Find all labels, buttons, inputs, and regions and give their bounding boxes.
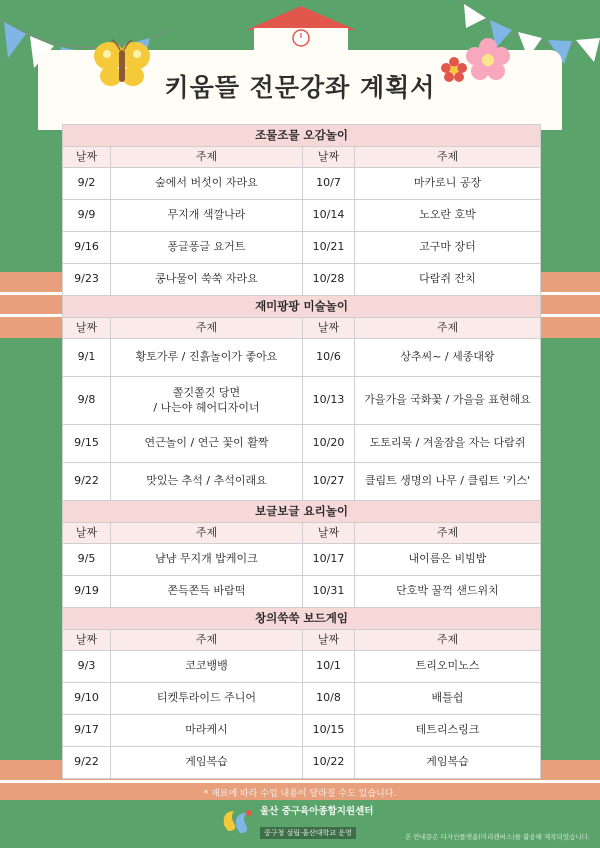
table-row [63, 683, 541, 715]
column-header-topic: 주제 [111, 630, 303, 651]
topic-cell: 테트리스링크 [355, 715, 541, 747]
topic-cell: 가을가을 국화꽃 / 가을을 표현해요 [355, 377, 541, 425]
date-cell: 10/7 [303, 168, 355, 200]
topic-cell: 티켓투라이드 주니어 [111, 683, 303, 715]
date-cell: 10/31 [303, 576, 355, 608]
table-row [63, 544, 541, 576]
date-cell: 10/20 [303, 425, 355, 463]
topic-cell: 마라케시 [111, 715, 303, 747]
column-header-topic: 주제 [111, 318, 303, 339]
column-header-row [63, 523, 541, 544]
section-title-row [63, 125, 541, 147]
date-cell: 9/17 [63, 715, 111, 747]
date-cell: 10/1 [303, 651, 355, 683]
section-title-row [63, 501, 541, 523]
date-cell: 10/6 [303, 339, 355, 377]
table-row [63, 264, 541, 296]
table-row [63, 576, 541, 608]
table-row [63, 200, 541, 232]
topic-cell: 배틀쉽 [355, 683, 541, 715]
topic-cell: 고구마 장터 [355, 232, 541, 264]
date-cell: 10/22 [303, 747, 355, 779]
topic-cell: 냠냠 무지개 밥케이크 [111, 544, 303, 576]
house-icon [246, 6, 356, 56]
date-cell: 9/5 [63, 544, 111, 576]
topic-cell: 노오란 호박 [355, 200, 541, 232]
column-header-date: 날짜 [63, 523, 111, 544]
schedule-grid [62, 124, 541, 779]
date-cell: 9/16 [63, 232, 111, 264]
date-cell: 10/13 [303, 377, 355, 425]
date-cell: 9/23 [63, 264, 111, 296]
topic-cell: 쫀득쫀득 바람떡 [111, 576, 303, 608]
table-row [63, 232, 541, 264]
column-header-row [63, 630, 541, 651]
topic-cell: 게임복습 [355, 747, 541, 779]
schedule-table [62, 124, 540, 779]
topic-cell: 마카로니 공장 [355, 168, 541, 200]
section-title: 조물조물 오감놀이 [63, 125, 541, 147]
date-cell: 10/17 [303, 544, 355, 576]
topic-cell: 클림트 생명의 나무 / 클림트 '키스' [355, 463, 541, 501]
date-cell: 10/8 [303, 683, 355, 715]
table-row [63, 339, 541, 377]
topic-cell: 퐁글퐁글 요거트 [111, 232, 303, 264]
center-operator: 중구청 설립·울산대학교 운영 [260, 827, 356, 839]
date-cell: 9/10 [63, 683, 111, 715]
column-header-topic: 주제 [355, 523, 541, 544]
topic-cell: 게임복습 [111, 747, 303, 779]
table-row [63, 651, 541, 683]
table-row [63, 168, 541, 200]
column-header-date: 날짜 [303, 523, 355, 544]
date-cell: 9/9 [63, 200, 111, 232]
topic-cell: 쫄깃쫄깃 당면 / 나는야 헤어디자이너 [111, 377, 303, 425]
table-row [63, 425, 541, 463]
column-header-topic: 주제 [111, 523, 303, 544]
column-header-topic: 주제 [355, 147, 541, 168]
design-credit: 본 안내문은 디자인플랫폼(미리캔버스)를 활용해 제작되었습니다. [405, 833, 590, 841]
topic-cell: 연근놀이 / 연근 꽃이 활짝 [111, 425, 303, 463]
topic-cell: 콩나물이 쑥쑥 자라요 [111, 264, 303, 296]
date-cell: 10/21 [303, 232, 355, 264]
date-cell: 9/8 [63, 377, 111, 425]
center-logo-icon [220, 805, 254, 835]
center-name: 울산 중구육아종합지원센터 [260, 806, 374, 817]
section-title: 보글보글 요리놀이 [63, 501, 541, 523]
topic-cell: 단호박 꿀꺽 샌드위치 [355, 576, 541, 608]
column-header-topic: 주제 [355, 318, 541, 339]
date-cell: 9/19 [63, 576, 111, 608]
topic-cell: 상추씨~ / 세종대왕 [355, 339, 541, 377]
column-header-date: 날짜 [63, 147, 111, 168]
topic-cell: 맛있는 추석 / 추석이래요 [111, 463, 303, 501]
column-header-date: 날짜 [303, 630, 355, 651]
column-header-date: 날짜 [303, 147, 355, 168]
column-header-topic: 주제 [111, 147, 303, 168]
topic-cell: 내이름은 비빔밥 [355, 544, 541, 576]
column-header-date: 날짜 [63, 630, 111, 651]
topic-cell: 숲에서 버섯이 자라요 [111, 168, 303, 200]
date-cell: 9/1 [63, 339, 111, 377]
column-header-date: 날짜 [63, 318, 111, 339]
topic-cell: 무지개 색깔나라 [111, 200, 303, 232]
topic-cell: 도토리묵 / 겨울잠을 자는 다람쥐 [355, 425, 541, 463]
table-row [63, 747, 541, 779]
column-header-row [63, 318, 541, 339]
date-cell: 10/15 [303, 715, 355, 747]
column-header-topic: 주제 [355, 630, 541, 651]
table-row [63, 715, 541, 747]
date-cell: 9/22 [63, 747, 111, 779]
section-title: 재미팡팡 미술놀이 [63, 296, 541, 318]
topic-cell: 다람쥐 잔치 [355, 264, 541, 296]
date-cell: 9/2 [63, 168, 111, 200]
date-cell: 10/27 [303, 463, 355, 501]
section-title-row [63, 296, 541, 318]
date-cell: 10/28 [303, 264, 355, 296]
date-cell: 9/15 [63, 425, 111, 463]
date-cell: 9/3 [63, 651, 111, 683]
topic-cell: 트리오미노스 [355, 651, 541, 683]
date-cell: 10/14 [303, 200, 355, 232]
table-row [63, 377, 541, 425]
footnote: * 재료에 따라 수업 내용이 달라질 수도 있습니다. [203, 789, 397, 799]
column-header-row [63, 147, 541, 168]
date-cell: 9/22 [63, 463, 111, 501]
topic-cell: 황토가루 / 진흙놀이가 좋아요 [111, 339, 303, 377]
topic-cell: 코코뱅뱅 [111, 651, 303, 683]
page-title: 키움뜰 전문강좌 계획서 [164, 73, 436, 102]
table-row [63, 463, 541, 501]
section-title-row [63, 608, 541, 630]
column-header-date: 날짜 [303, 318, 355, 339]
section-title: 창의쑥쑥 보드게임 [63, 608, 541, 630]
